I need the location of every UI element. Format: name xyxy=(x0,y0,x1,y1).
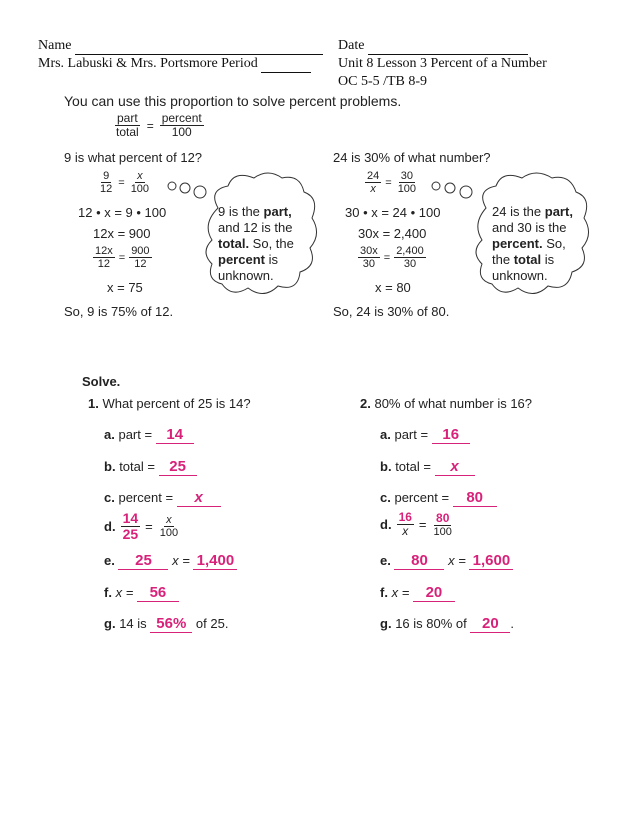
p2-b-text: total = xyxy=(395,459,431,474)
example2-question: 24 is 30% of what number? xyxy=(333,150,491,165)
cloud1-text xyxy=(218,204,318,284)
p1-b-label: b. xyxy=(104,459,116,474)
ex2-s4-ld: 30 xyxy=(362,258,375,271)
example2-step5: x = 80 xyxy=(375,280,411,295)
p2-d-rn[interactable]: 80 xyxy=(436,510,450,525)
ex1-s1-ln: 9 xyxy=(103,170,110,182)
problem1-f xyxy=(104,584,179,602)
problem1-g xyxy=(104,615,228,633)
period-field[interactable] xyxy=(261,56,311,73)
p2-g-post: . xyxy=(510,616,514,631)
example1-step5: x = 75 xyxy=(107,280,143,295)
p1-d-ln[interactable]: 14 xyxy=(122,510,139,526)
p1-e-answer1[interactable]: 25 xyxy=(118,552,168,570)
p2-d-ln[interactable]: 16 xyxy=(398,510,412,524)
p1-f-answer[interactable]: 56 xyxy=(137,584,179,602)
p2-e-label: e. xyxy=(380,553,391,568)
cloud1-p1: 9 is the xyxy=(218,204,264,219)
intro-text: You can use this proportion to solve percent problems. xyxy=(64,93,402,109)
p1-e-mid: x = xyxy=(172,553,190,568)
example1-conclusion: So, 9 is 75% of 12. xyxy=(64,304,174,319)
p2-d-label: d. xyxy=(380,517,392,533)
example1-step4 xyxy=(93,245,152,270)
ex1-s4-rd: 12 xyxy=(134,258,147,271)
ex2-s4-rd: 30 xyxy=(403,258,417,271)
problem2-c xyxy=(380,489,497,507)
problem1-c xyxy=(104,489,221,507)
problem1-number: 1. xyxy=(88,396,99,411)
p2-e-answer1[interactable]: 80 xyxy=(394,552,444,570)
formula-total: total xyxy=(116,125,139,140)
ex2-s1-eq: = xyxy=(385,176,392,189)
ex2-s4-ln: 30x xyxy=(360,245,378,257)
problem1-question xyxy=(88,396,251,411)
ex1-s4-rn: 900 xyxy=(131,245,150,257)
p1-d-rd: 100 xyxy=(159,527,179,540)
p1-b-text: total = xyxy=(119,459,155,474)
cloud2-p1: 24 is the xyxy=(492,204,545,219)
p1-c-answer[interactable]: x xyxy=(177,489,221,507)
problem2-question xyxy=(360,396,532,411)
p2-g-pre: 16 is 80% of xyxy=(395,616,467,631)
p2-b-label: b. xyxy=(380,459,392,474)
formula-part: part xyxy=(117,111,138,125)
cloud2-p2: and 30 is the xyxy=(492,220,567,235)
name-field[interactable] xyxy=(75,38,323,55)
period-label: Period xyxy=(221,56,258,71)
example2-step1 xyxy=(365,170,418,195)
cloud1-b3: percent xyxy=(218,252,265,267)
p2-c-answer[interactable]: 80 xyxy=(453,489,497,507)
p1-a-text: part = xyxy=(118,427,153,442)
p1-d-rn: x xyxy=(166,514,172,527)
p1-d-label: d. xyxy=(104,519,116,535)
problem2-a xyxy=(380,426,470,444)
example2-step2: 30 • x = 24 • 100 xyxy=(345,205,441,220)
cloud1-p3: So, the xyxy=(249,236,294,251)
example1-question: 9 is what percent of 12? xyxy=(64,150,203,165)
problem2-f xyxy=(380,584,455,602)
problem1-text: What percent of 25 is 14? xyxy=(102,396,251,411)
formula-100: 100 xyxy=(171,125,192,140)
cloud1-p5: unknown. xyxy=(218,268,274,283)
ex1-s4-ln: 12x xyxy=(95,245,113,257)
ex2-s1-ld: x xyxy=(370,183,376,196)
example1-step1 xyxy=(98,170,151,195)
p1-d-eq: = xyxy=(145,519,153,535)
p2-c-label: c. xyxy=(380,490,391,505)
problem1-a xyxy=(104,426,194,444)
ex1-s4-ld: 12 xyxy=(97,258,110,271)
cloud1-p2: and 12 is the xyxy=(218,220,293,235)
p2-d-ld: x xyxy=(402,524,409,539)
cloud2-p5: is xyxy=(541,252,555,267)
problem2-d xyxy=(380,511,454,538)
formula-percent: percent xyxy=(161,111,202,125)
p1-f-label: f. xyxy=(104,585,112,600)
problem2-text: 80% of what number is 16? xyxy=(374,396,533,411)
cloud2-p4: the xyxy=(492,252,514,267)
p1-f-text: x = xyxy=(115,585,134,600)
problem2-e xyxy=(380,552,513,570)
date-row xyxy=(338,38,528,55)
p2-c-text: percent = xyxy=(394,490,450,505)
p2-f-answer[interactable]: 20 xyxy=(413,584,455,602)
ex2-s1-rn: 30 xyxy=(400,170,413,182)
teacher-row xyxy=(38,56,311,73)
p1-g-answer[interactable]: 56% xyxy=(150,615,192,633)
problem2-b xyxy=(380,458,475,476)
ex1-s1-ld: 12 xyxy=(100,183,113,196)
problem2-g xyxy=(380,615,514,633)
p2-b-answer[interactable]: x xyxy=(435,458,475,476)
p1-g-post: of 25. xyxy=(195,616,229,631)
p1-g-pre: 14 is xyxy=(119,616,147,631)
cloud1-p4: is xyxy=(264,252,278,267)
p2-g-label: g. xyxy=(380,616,392,631)
proportion-formula xyxy=(114,112,204,139)
date-label: Date xyxy=(338,38,365,53)
solve-heading: Solve. xyxy=(82,374,121,389)
cloud2-p3: So, xyxy=(542,236,566,251)
p1-e-label: e. xyxy=(104,553,115,568)
example2-step4 xyxy=(358,245,426,270)
p2-e-mid: x = xyxy=(448,553,466,568)
unit-title: Unit 8 Lesson 3 Percent of a Number xyxy=(338,56,547,71)
cloud1-b1: part, xyxy=(263,204,292,219)
p1-a-label: a. xyxy=(104,427,115,442)
p2-d-eq: = xyxy=(418,517,427,533)
ex2-s4-rn: 2,400 xyxy=(396,245,424,257)
unit-code: OC 5-5 /TB 8-9 xyxy=(338,74,428,89)
cloud1-b2: total. xyxy=(218,236,250,251)
p2-a-answer[interactable]: 16 xyxy=(432,426,470,444)
p2-a-label: a. xyxy=(380,427,391,442)
ex1-s1-rn: x xyxy=(137,170,143,182)
problem1-b xyxy=(104,458,197,476)
p1-e-answer2[interactable]: 1,400 xyxy=(193,552,237,570)
ex2-s4-eq: = xyxy=(383,251,391,264)
p2-g-answer[interactable]: 20 xyxy=(470,615,510,633)
problem2-number: 2. xyxy=(360,396,371,411)
ex2-s1-ln: 24 xyxy=(367,170,380,182)
p1-c-text: percent = xyxy=(118,490,174,505)
p2-d-rd: 100 xyxy=(433,525,452,538)
p2-f-label: f. xyxy=(380,585,388,600)
cloud2-text xyxy=(492,204,592,284)
example2-step3: 30x = 2,400 xyxy=(358,226,427,241)
p1-g-label: g. xyxy=(104,616,116,631)
formula-equals: = xyxy=(146,118,154,133)
cloud2-b4: total xyxy=(513,252,542,267)
problem1-e xyxy=(104,552,237,570)
p2-a-text: part = xyxy=(394,427,429,442)
p1-d-ld[interactable]: 25 xyxy=(122,526,139,543)
name-label: Name xyxy=(38,38,72,53)
p2-f-text: x = xyxy=(391,585,410,600)
date-field[interactable] xyxy=(368,38,528,55)
name-row xyxy=(38,38,323,55)
problem1-d xyxy=(104,511,180,543)
p1-c-label: c. xyxy=(104,490,115,505)
ex2-s1-rd: 100 xyxy=(397,183,417,196)
cloud2-b1: part, xyxy=(544,204,573,219)
ex1-s4-eq: = xyxy=(118,251,126,264)
example1-step2: 12 • x = 9 • 100 xyxy=(78,205,167,220)
p2-e-answer2[interactable]: 1,600 xyxy=(469,552,513,570)
p1-a-answer[interactable]: 14 xyxy=(156,426,194,444)
example1-step3: 12x = 900 xyxy=(93,226,151,241)
ex1-s1-eq: = xyxy=(118,176,125,189)
ex1-s1-rd: 100 xyxy=(130,183,150,196)
example2-conclusion: So, 24 is 30% of 80. xyxy=(333,304,450,319)
p1-b-answer[interactable]: 25 xyxy=(159,458,197,476)
cloud2-b3: percent. xyxy=(492,236,543,251)
teachers-text: Mrs. Labuski & Mrs. Portsmore xyxy=(38,56,218,71)
cloud2-p6: unknown. xyxy=(492,268,548,283)
